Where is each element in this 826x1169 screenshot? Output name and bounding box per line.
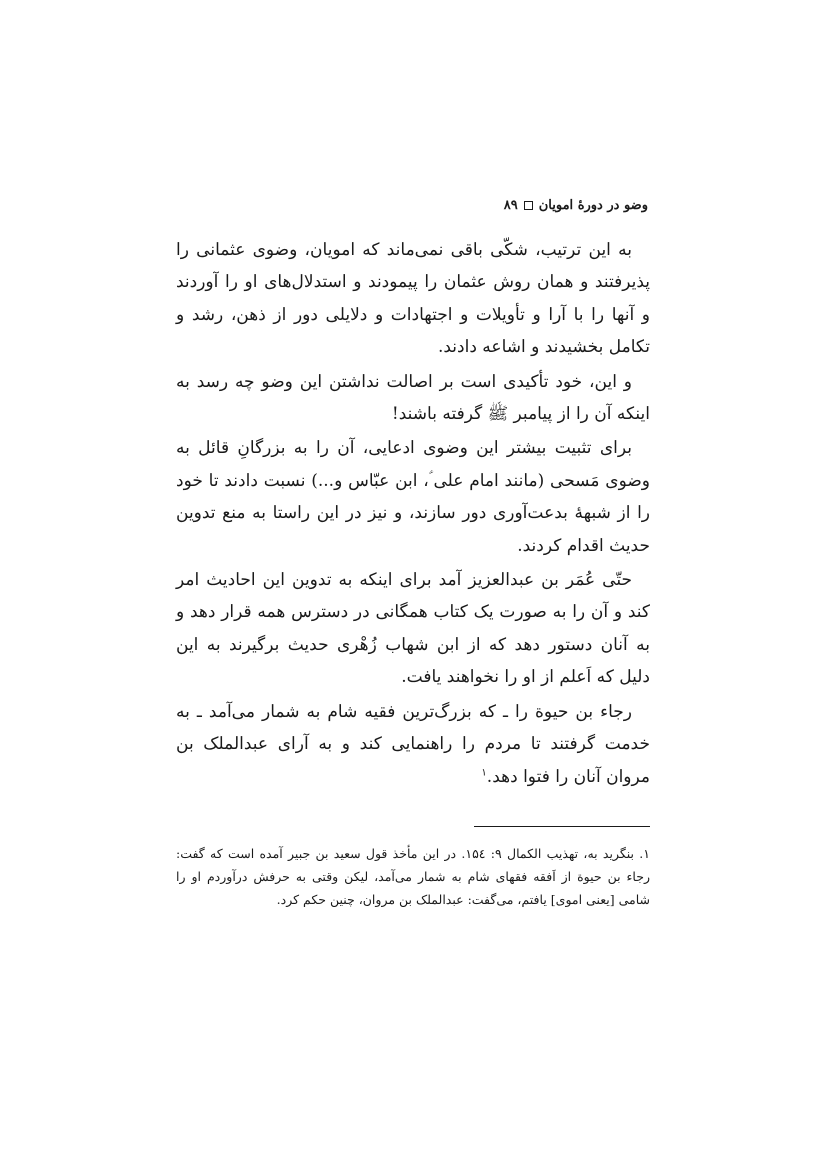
paragraph-1: به این ترتیب، شکّی باقی نمی‌ماند که امویان، وضوی عثمانی را پذیرفتند و همان روش عثمان را پیمودند و استدلال‌های او را آوردند و آنها را با آرا و تأویلات و اجتهادات و دلایلی دور از ذهن، رشد و تکامل بخشیدند و اشاعه دادند. bbox=[176, 240, 650, 358]
paragraph-4: حتّی عُمَر بن عبدالعزیز آمد برای اینکه به تدوین این احادیث امر کند و آن را به صورت یک کتاب همگانی در دسترس همه قرار دهد و به آنان دستور دهد که از ابن شهاب زُهْری حدیث برگیرند به این دلیل که اَعلم از او را نخواهند یافت. bbox=[176, 570, 650, 688]
footnote bbox=[176, 842, 650, 911]
running-head bbox=[178, 198, 648, 213]
running-head-title: وضو در دورهٔ امویان bbox=[538, 198, 648, 213]
footnote-rule bbox=[474, 826, 650, 827]
page-number: ۸۹ bbox=[503, 198, 518, 213]
paragraph-2: و این، خود تأکیدی است بر اصالت نداشتن این وضو چه رسد به اینکه آن را از پیامبر ﷺ گرفته باشند! bbox=[176, 371, 650, 425]
paragraph-5-text: رجاء بن حیوة را ـ که بزرگ‌ترین فقیه شام به شمار می‌آمد ـ به خدمت گرفتند تا مردم را راهنمایی کند و به آرای عبدالملک بن مروان آنان را فتوا دهد. bbox=[176, 701, 650, 787]
footnote-text: ۱. بنگرید به، تهذیب الکمال ۹: ۱۵٤. در این مأخذ قول سعید بن جبیر آمده است که گفت: رجاء بن حیوة از اَفقه فقهای شام به شمار می‌آمد، لیکن وقتی به حرفش درآوردم او را شامی [یعنی اموی] یافتم، می‌گفت: عبدالملک بن مروان، چنین حکم کرد. bbox=[176, 846, 650, 907]
paragraph-5 bbox=[176, 696, 650, 793]
square-ornament-icon bbox=[524, 201, 533, 210]
body-text bbox=[176, 234, 650, 793]
footnote-marker: ۱ bbox=[481, 766, 487, 778]
paragraph-3: برای تثبیت بیشتر این وضوی ادعایی، آن را به بزرگانِ قائل به وضوی مَسحی (مانند امام علی ؑ، ابن عبّاس و...) نسبت دادند تا خود را از شبههٔ بدعت‌آوری دور سازند، و نیز در این راستا به منع تدوین حدیث اقدام کردند. bbox=[176, 438, 650, 556]
